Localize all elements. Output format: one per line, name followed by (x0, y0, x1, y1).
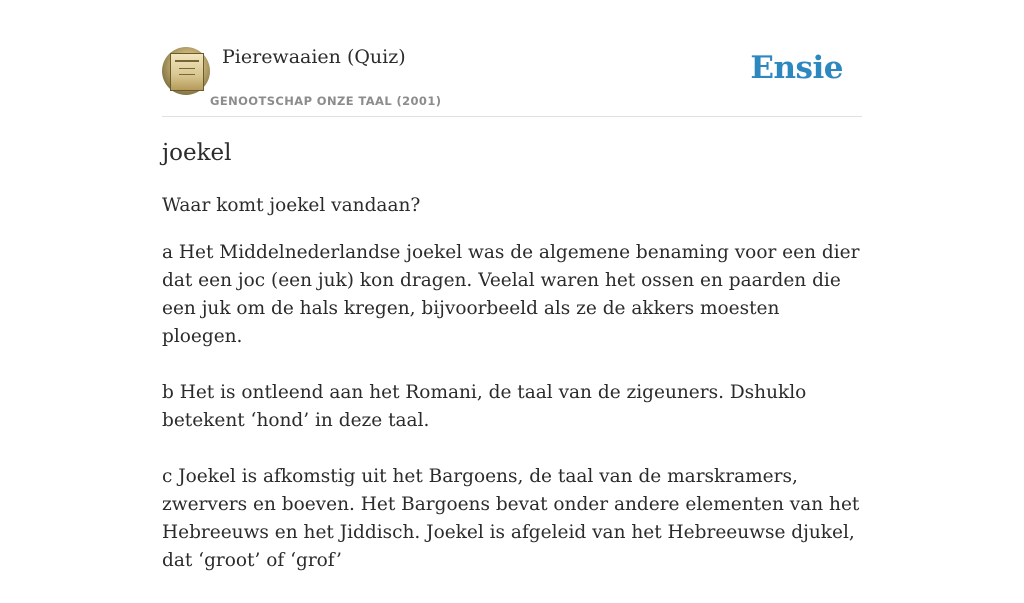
quiz-question: Waar komt joekel vandaan? (162, 195, 421, 216)
page-header (162, 0, 862, 117)
publisher-label: GENOOTSCHAP ONZE TAAL (2001) (210, 94, 442, 108)
article-body (162, 192, 862, 603)
ensie-logo-link[interactable]: Ensie (750, 50, 843, 86)
cover-line (175, 60, 199, 62)
page-container (162, 0, 862, 571)
article-title: joekel (162, 140, 232, 166)
book-cover-icon[interactable] (162, 47, 210, 95)
quiz-option-b: b Het is ontleend aan het Romani, de taal van de zigeuners. Dshuklo betekent ‘hond’ in deze taal. (162, 382, 807, 431)
book-cover-frame (170, 53, 204, 91)
quiz-option-c: c Joekel is afkomstig uit het Bargoens, de taal van de marskramers, zwervers en boeven. Het Bargoens bevat onder andere elementen van het Hebreeuws en het Jiddisch. Joekel is afgeleid van het Hebreeuwse djukel, dat ‘groot’ of ‘grof’ (162, 466, 860, 571)
cover-line (179, 68, 195, 69)
book-title-link[interactable]: Pierewaaien (Quiz) (222, 46, 406, 68)
cover-line (179, 74, 195, 75)
quiz-option-a: a Het Middelnederlandse joekel was de algemene benaming voor een dier dat een joc (een juk) kon dragen. Veelal waren het ossen en paarden die een juk om de hals kregen, bijvoorbeeld als ze de akkers moesten ploegen. (162, 242, 860, 347)
